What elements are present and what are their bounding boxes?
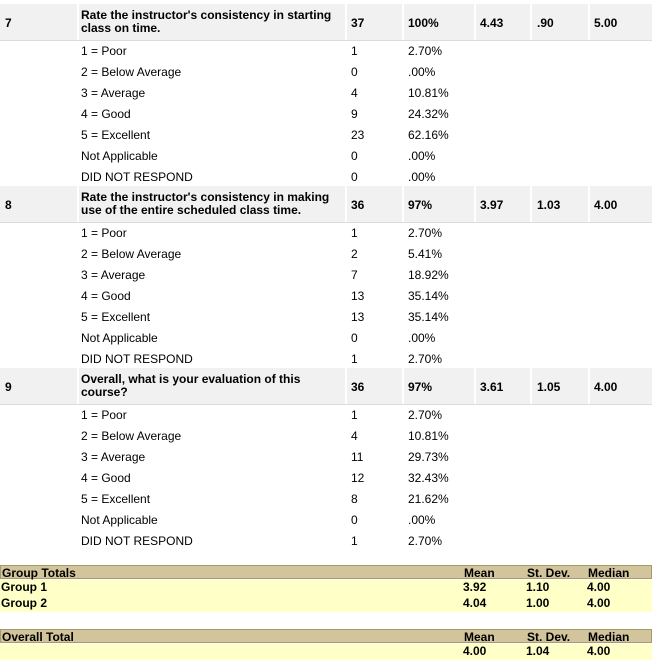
response-rate: 97% (408, 380, 433, 394)
median-value: 5.00 (594, 16, 618, 30)
option-percent: 35.14% (408, 310, 449, 324)
group-median: 4.00 (587, 596, 611, 610)
question-number: 7 (5, 16, 12, 30)
column-header-median: Median (588, 630, 630, 644)
option-percent: .00% (408, 65, 436, 79)
option-label: 2 = Below Average (81, 65, 182, 79)
column-header-median: Median (588, 566, 630, 580)
option-label: 5 = Excellent (81, 492, 151, 506)
option-row (0, 41, 652, 62)
option-percent: 18.92% (408, 268, 449, 282)
st-dev-value: .90 (537, 16, 554, 30)
question-text: Rate the instructor's consistency in starting class on time. (81, 8, 332, 35)
question-number: 8 (5, 198, 12, 212)
option-label: Not Applicable (81, 331, 158, 345)
mean-value: 4.43 (480, 16, 504, 30)
option-percent: 29.73% (408, 450, 449, 464)
overall-total-title: Overall Total (2, 630, 74, 644)
option-row (0, 328, 652, 349)
column-header-st-dev: St. Dev. (527, 566, 571, 580)
option-percent: 2.70% (408, 44, 443, 58)
question-header (0, 186, 652, 223)
option-percent: 21.62% (408, 492, 449, 506)
option-label: 4 = Good (81, 471, 131, 485)
option-row (0, 146, 652, 167)
option-count: 4 (351, 86, 358, 100)
group-mean: 4.04 (463, 596, 487, 610)
option-row (0, 62, 652, 83)
overall-median: 4.00 (587, 644, 611, 658)
column-header-st-dev: St. Dev. (527, 630, 571, 644)
option-label: 3 = Average (81, 86, 146, 100)
option-row (0, 447, 652, 468)
option-percent: 24.32% (408, 107, 449, 121)
option-count: 0 (351, 170, 358, 184)
question-text: Overall, what is your evaluation of this course? (81, 372, 301, 399)
response-count: 36 (351, 198, 365, 212)
option-count: 13 (351, 310, 365, 324)
mean-value: 3.97 (480, 198, 504, 212)
group-row (0, 596, 652, 612)
option-row (0, 489, 652, 510)
question-text: Rate the instructor's consistency in making use of the entire scheduled class time. (81, 190, 330, 217)
option-percent: 2.70% (408, 534, 443, 548)
st-dev-value: 1.03 (537, 198, 561, 212)
group-row (0, 580, 652, 596)
st-dev-value: 1.05 (537, 380, 561, 394)
option-count: 11 (351, 450, 364, 464)
mean-value: 3.61 (480, 380, 504, 394)
option-percent: 5.41% (408, 247, 443, 261)
option-percent: 2.70% (408, 408, 443, 422)
option-label: 3 = Average (81, 450, 146, 464)
group-st-dev: 1.10 (526, 580, 550, 594)
option-count: 23 (351, 128, 365, 142)
overall-total-row (0, 644, 652, 660)
option-label: DID NOT RESPOND (81, 170, 193, 184)
option-row (0, 468, 652, 489)
option-label: 1 = Poor (81, 44, 127, 58)
option-label: DID NOT RESPOND (81, 534, 193, 548)
group-totals-header (0, 565, 652, 579)
option-count: 4 (351, 429, 358, 443)
option-label: 1 = Poor (81, 226, 127, 240)
group-totals-title: Group Totals (2, 566, 76, 580)
option-row (0, 265, 652, 286)
response-rate: 97% (408, 198, 433, 212)
response-count: 37 (351, 16, 365, 30)
group-mean: 3.92 (463, 580, 487, 594)
response-count: 36 (351, 380, 365, 394)
option-count: 0 (351, 331, 358, 345)
overall-mean: 4.00 (463, 644, 487, 658)
response-rate: 100% (408, 16, 439, 30)
question-header (0, 368, 652, 405)
option-row (0, 223, 652, 244)
option-count: 9 (351, 107, 358, 121)
option-row (0, 426, 652, 447)
group-median: 4.00 (587, 580, 611, 594)
option-row (0, 167, 652, 188)
option-count: 8 (351, 492, 358, 506)
group-label: Group 1 (1, 580, 48, 594)
option-label: 5 = Excellent (81, 128, 151, 142)
option-label: 4 = Good (81, 289, 131, 303)
overall-st-dev: 1.04 (526, 644, 550, 658)
option-count: 2 (351, 247, 358, 261)
option-label: 3 = Average (81, 268, 146, 282)
option-row (0, 349, 652, 370)
option-label: 4 = Good (81, 107, 131, 121)
option-count: 12 (351, 471, 365, 485)
option-percent: .00% (408, 331, 436, 345)
option-count: 0 (351, 149, 358, 163)
column-header-mean: Mean (464, 566, 495, 580)
option-count: 0 (351, 513, 358, 527)
option-count: 1 (351, 226, 358, 240)
question-header (0, 4, 652, 41)
option-label: 5 = Excellent (81, 310, 151, 324)
option-row (0, 286, 652, 307)
group-st-dev: 1.00 (526, 596, 550, 610)
option-row (0, 244, 652, 265)
option-percent: 10.81% (408, 86, 449, 100)
overall-total-header (0, 629, 652, 643)
option-count: 1 (351, 44, 358, 58)
option-percent: .00% (408, 149, 436, 163)
option-row (0, 83, 652, 104)
option-count: 1 (351, 534, 358, 548)
option-row (0, 307, 652, 328)
option-percent: .00% (408, 513, 436, 527)
column-header-mean: Mean (464, 630, 495, 644)
option-count: 1 (351, 408, 358, 422)
option-label: DID NOT RESPOND (81, 352, 193, 366)
option-percent: 2.70% (408, 352, 443, 366)
group-label: Group 2 (1, 596, 48, 610)
option-percent: 10.81% (408, 429, 449, 443)
option-row (0, 510, 652, 531)
median-value: 4.00 (594, 198, 618, 212)
option-row (0, 125, 652, 146)
option-percent: 62.16% (408, 128, 449, 142)
option-percent: 35.14% (408, 289, 449, 303)
question-number: 9 (5, 380, 12, 394)
option-count: 1 (351, 352, 358, 366)
option-label: Not Applicable (81, 513, 158, 527)
option-count: 0 (351, 65, 358, 79)
median-value: 4.00 (594, 380, 618, 394)
option-row (0, 531, 652, 552)
option-label: 2 = Below Average (81, 247, 182, 261)
option-percent: 32.43% (408, 471, 449, 485)
option-row (0, 104, 652, 125)
option-percent: 2.70% (408, 226, 443, 240)
option-label: 2 = Below Average (81, 429, 182, 443)
option-count: 13 (351, 289, 365, 303)
option-label: Not Applicable (81, 149, 158, 163)
option-count: 7 (351, 268, 358, 282)
option-percent: .00% (408, 170, 436, 184)
option-label: 1 = Poor (81, 408, 127, 422)
option-row (0, 405, 652, 426)
